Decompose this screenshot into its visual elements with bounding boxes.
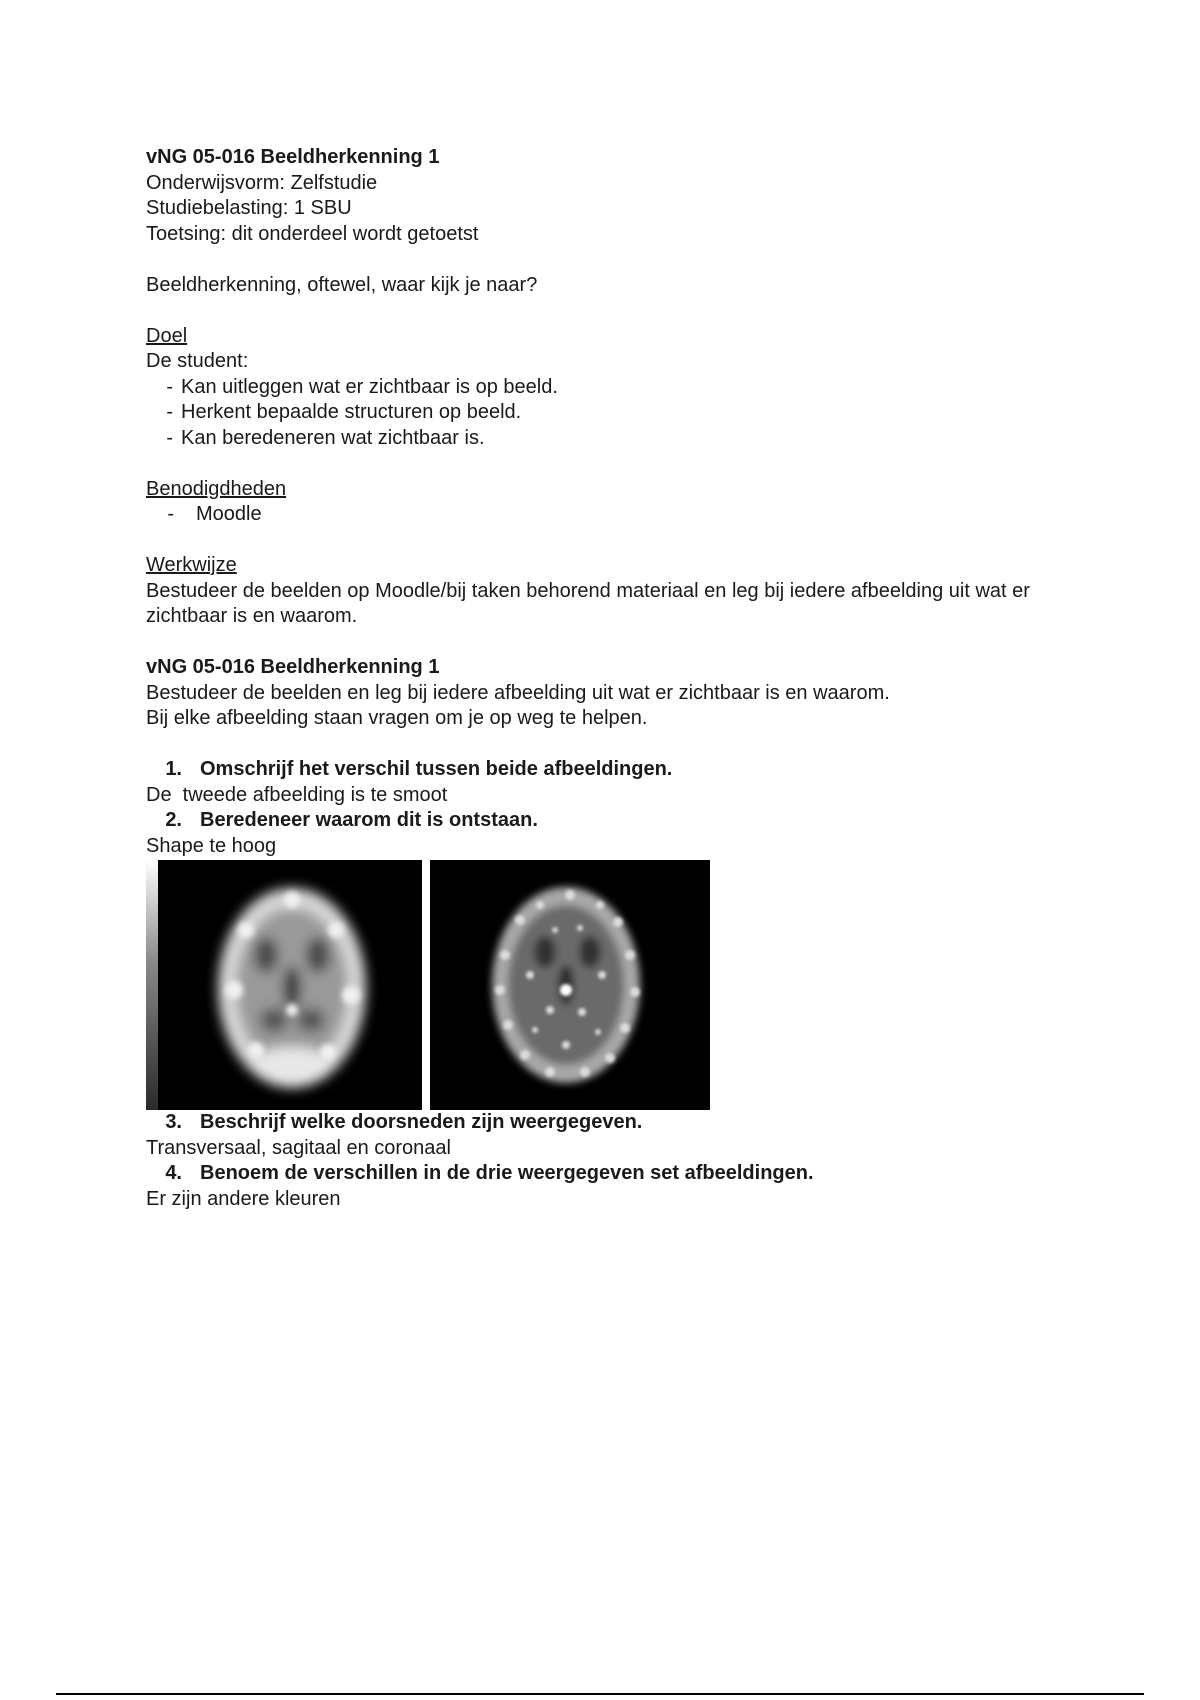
intro-text: Beeldherkenning, oftewel, waar kijk je naar? xyxy=(146,273,538,296)
benodigdheden-item: Moodle xyxy=(196,503,262,525)
document-title: vNG 05-016 Beeldherkenning 1 xyxy=(146,146,440,168)
opdracht-line: Bij elke afbeelding staan vragen om je op weg te helpen. xyxy=(146,707,648,729)
question-text: Beredeneer waarom dit is ontstaan. xyxy=(200,809,538,831)
werkwijze-heading: Werkwijze xyxy=(146,554,237,576)
footer-divider xyxy=(56,1693,1144,1695)
meta-studiebelasting: Studiebelasting: 1 SBU xyxy=(146,197,352,219)
question-text: Omschrijf het verschil tussen beide afbeeldingen. xyxy=(200,758,673,780)
doel-heading: Doel xyxy=(146,324,188,347)
doel-item: Kan uitleggen wat er zichtbaar is op beeld. xyxy=(181,375,558,398)
question-item: 4. Benoem de verschillen in de drie weergegeven set afbeeldingen. xyxy=(146,1161,1086,1187)
list-item: - Moodle xyxy=(146,502,1086,528)
question-text: Beschrijf welke doorsneden zijn weergegeven. xyxy=(200,1111,643,1133)
opdracht-title: vNG 05-016 Beeldherkenning 1 xyxy=(146,656,440,678)
answer-text: Transversaal, sagitaal en coronaal xyxy=(146,1136,451,1159)
question-text: Benoem de verschillen in de drie weergegeven set afbeeldingen. xyxy=(200,1162,814,1184)
opdracht-line: Bestudeer de beelden en leg bij iedere afbeelding uit wat er zichtbaar is en waarom. xyxy=(146,681,890,704)
brain-scan-sharp-image xyxy=(430,860,710,1110)
brain-scan-smooth-image xyxy=(146,860,422,1110)
brain-scan-images xyxy=(146,860,710,1110)
answer-text: De tweede afbeelding is te smoot xyxy=(146,783,448,806)
document-page xyxy=(146,145,1086,1212)
answer-text: Shape te hoog xyxy=(146,834,277,857)
meta-toetsing: Toetsing: dit onderdeel wordt getoetst xyxy=(146,222,479,245)
benodigdheden-heading: Benodigdheden xyxy=(146,477,287,500)
list-item: - Kan beredeneren wat zichtbaar is. xyxy=(146,426,1086,452)
question-item: 1. Omschrijf het verschil tussen beide afbeeldingen. xyxy=(146,757,1086,783)
question-item: 3. Beschrijf welke doorsneden zijn weergegeven. xyxy=(146,1110,1086,1136)
meta-onderwijsvorm: Onderwijsvorm: Zelfstudie xyxy=(146,171,378,194)
doel-item: Herkent bepaalde structuren op beeld. xyxy=(181,401,522,423)
doel-item: Kan beredeneren wat zichtbaar is. xyxy=(181,426,485,449)
doel-lead: De student: xyxy=(146,350,249,372)
list-item: - Kan uitleggen wat er zichtbaar is op beeld. xyxy=(146,375,1086,401)
werkwijze-text: Bestudeer de beelden op Moodle/bij taken behorend materiaal en leg bij iedere afbeelding uit wat er zichtbaar is en waarom. xyxy=(146,579,1030,627)
question-item: 2. Beredeneer waarom dit is ontstaan. xyxy=(146,808,1086,834)
answer-text: Er zijn andere kleuren xyxy=(146,1187,341,1210)
list-item: - Herkent bepaalde structuren op beeld. xyxy=(146,400,1086,426)
